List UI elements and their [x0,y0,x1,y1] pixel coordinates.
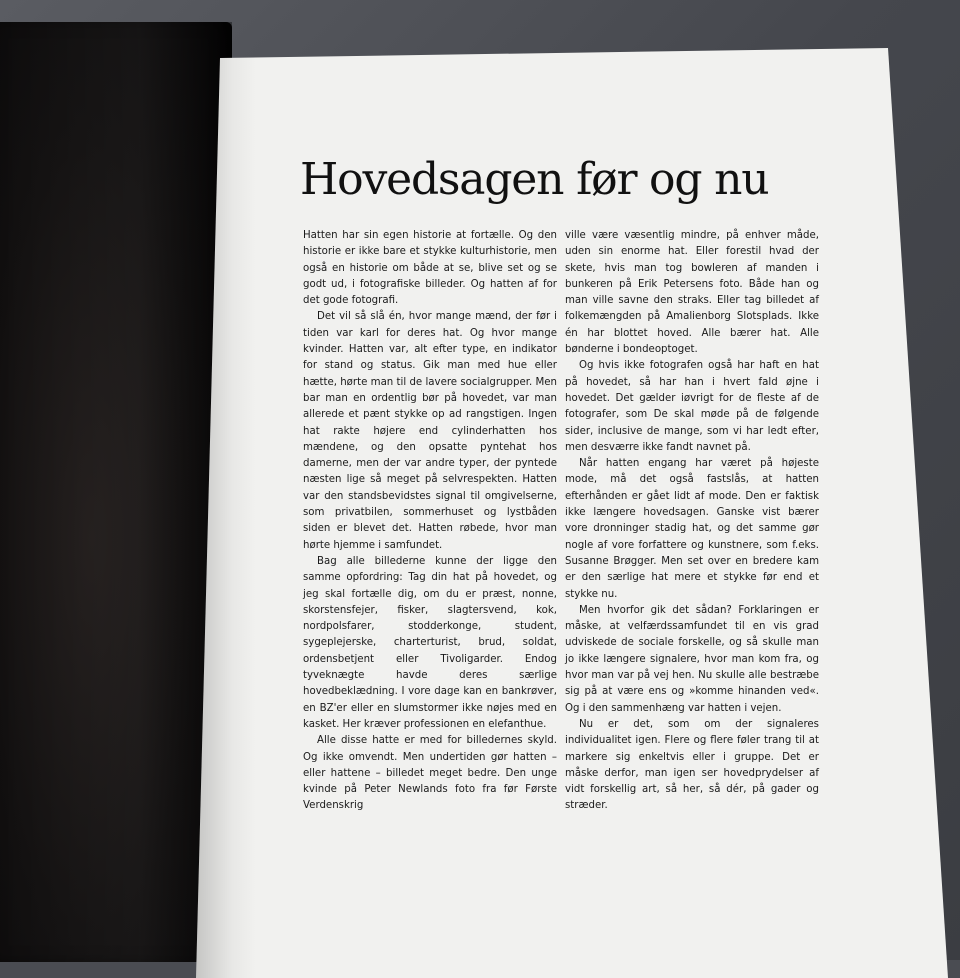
paragraph: Og hvis ikke fotografen også har haft en hat på hovedet, så har han i hvert fald øjne i hovedet. Det gælder iøvrigt for de fleste af de fotografer, som De skal møde på de følgende sider, inclusive de mange, som vi har ledt efter, men desværre ikke fandt navnet på. [565,360,819,453]
paragraph: Nu er det, som om der signaleres individualitet igen. Flere og flere føler trang til at markere sig enkeltvis eller i gruppe. Det er måske derfor, man igen ser hovedprydelser af vidt forskellig art, så her, så dér, på gader og stræder. [565,718,819,812]
text-column-left [303,228,557,815]
paragraph: ville være væsentlig mindre, på enhver måde, uden sin enorme hat. Eller forestil hvad der skete, hvis man tog bowleren af manden i bunkeren på Erik Petersens foto. Både han og man ville savne den straks. Eller tag billedet af folkemængden på Amalienborg Slotsplads. Ikke én har blottet hoved. Alle bærer hat. Alle bønderne i bondeoptoget. [565,230,819,356]
paragraph: Når hatten engang har været på højeste mode, må det også fastslås, at hatten efterhånden er gået lidt af mode. Den er faktisk ikke længere hovedsagen. Ganske vist bærer vore dronninger stadig hat, og det samme gør nogle af vore forfattere og kunstnere, som f.eks. Susanne Brøgger. Men set over en bredere kam er den særlige hat mere et stykke før end et stykke nu. [565,458,819,600]
paragraph: Men hvorfor gik det sådan? Forklaringen er måske, at velfærdssamfundet til en vis grad udviskede de sociale forskelle, og så skulle man jo ikke længere signalere, hvor man kom fra, og hvor man var på vej hen. Nu skulle alle bestræbe sig på at være ens og »komme hinanden ved«. Og i den sammenhæng var hatten i vejen. [565,604,819,714]
paragraph: Det vil så slå én, hvor mange mænd, der før i tiden var karl for deres hat. Og hvor mange kvinder. Hatten var, alt efter type, en indikator for stand og status. Gik man med hue eller hætte, hørte man til de lavere socialgrupper. Men bar man en ordentlig bør på hovedet, var man allerede et pænt stykke op ad rangstigen. Ingen hat rakte højere end cylinderhatten hos mændene, og den opsatte pyntehat hos damerne, men der var andre typer, der pyntede næsten lige så meget på selvrespekten. Hatten var den standsbevidstes signal til omgivelserne, som privatbilen, sommerhuset og lystbåden siden er blevet det. Hatten røbede, hvor man hørte hjemme i samfundet. [303,311,557,551]
paragraph: Alle disse hatte er med for billedernes skyld. Og ikke omvendt. Men undertiden gør hatten – eller hattene – billedet meget bedre. Den unge kvinde på Peter Newlands foto fra før Første Verdenskrig [303,735,557,812]
left-page-dark [0,22,232,962]
page-title: Hovedsagen før og nu [300,154,769,205]
paragraph: Hatten har sin egen historie at fortælle. Og den historie er ikke bare et stykke kulturhistorie, men også en historie om både at se, blive set og se godt ud, i fotografiske billeder. Og hatten af for det gode fotografi. [303,230,557,307]
text-column-right [565,228,819,815]
paragraph: Bag alle billederne kunne der ligge den samme opfordring: Tag din hat på hovedet, og jeg skal fortælle dig, om du er præst, nonne, skorstensfejer, fisker, slagtersvend, kok, nordpolsfarer, stodderkonge, student, sygeplejerske, charterturist, brud, soldat, ordensbetjent eller Tivoligarder. Endog tyveknægte havde deres særlige hovedbeklædning. I vore dage kan en bankrøver, en BZ'er eller en slumstormer ikke nøjes med en kasket. Her kræver professionen en elefanthue. [303,555,557,730]
